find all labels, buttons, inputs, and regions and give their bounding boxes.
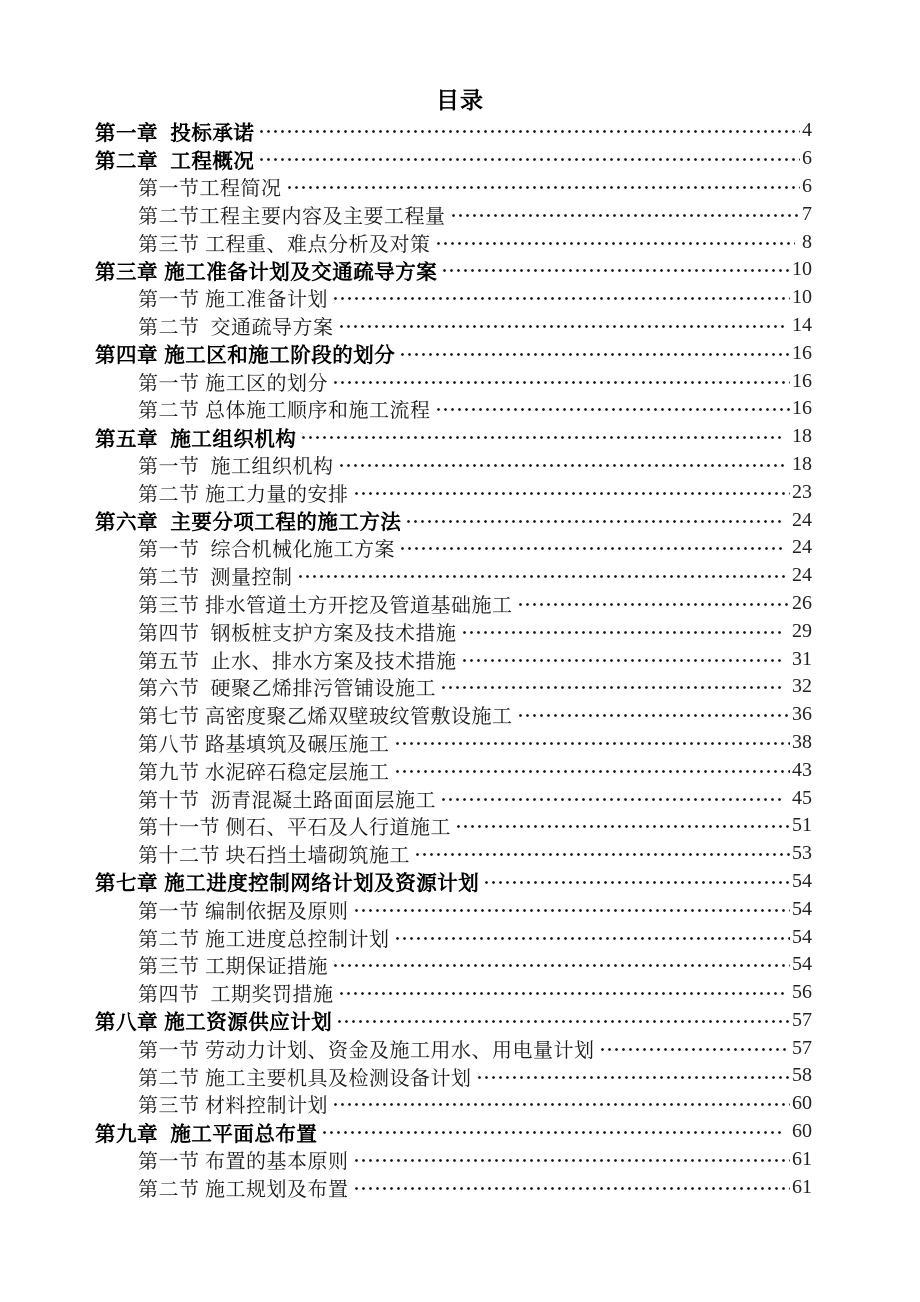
toc-entry-page: 10: [792, 258, 812, 281]
toc-entry-page: 16: [792, 369, 812, 392]
toc-entry-section[interactable]: [95, 1145, 812, 1173]
toc-entry-label: 第一节工程简况: [138, 178, 282, 200]
toc-entry-label: 第三节 排水管道土方开挖及管道基础施工: [138, 594, 513, 617]
toc-entry-page: 43: [792, 758, 812, 781]
toc-entry-page: 10: [792, 286, 812, 309]
toc-entry-label: 第三章 施工准备计划及交通疏导方案: [95, 260, 438, 284]
dot-leader-icon: [394, 923, 791, 951]
dot-leader-icon: [483, 868, 790, 896]
toc-entry-page: 26: [792, 591, 812, 614]
dot-leader-icon: [300, 423, 785, 451]
toc-entry-label: 第三节 工程重、难点分析及对策: [138, 233, 431, 256]
toc-entry-section[interactable]: [95, 756, 812, 784]
toc-entry-label: 第九节 水泥碎石稳定层施工: [138, 761, 390, 784]
toc-entry-label: 第一节 综合机械化施工方案: [138, 539, 395, 562]
toc-entry-label: 第五节 止水、排水方案及技术措施: [138, 650, 457, 673]
toc-entry-label: 第一节 布置的基本原则: [138, 1150, 349, 1173]
toc-entry-page: 45: [787, 786, 812, 809]
toc-entry-label: 第一节 施工准备计划: [138, 289, 328, 312]
dot-leader-icon: [435, 395, 791, 423]
toc-entry-section[interactable]: [95, 200, 812, 228]
toc-entry-section[interactable]: [95, 228, 812, 256]
dot-leader-icon: [440, 673, 785, 701]
toc-entry-label: 第四节 工期奖罚措施: [138, 984, 334, 1007]
toc-entry-page: 57: [792, 1036, 812, 1059]
toc-entry-page: 29: [787, 619, 812, 642]
toc-entry-page: 16: [792, 341, 812, 364]
toc-entry-page: 24: [787, 536, 812, 559]
dot-leader-icon: [435, 228, 796, 256]
dot-leader-icon: [414, 840, 790, 868]
toc-entry-section[interactable]: [95, 617, 812, 645]
toc-entry-page: 61: [792, 1147, 812, 1170]
toc-entry-section[interactable]: [95, 1090, 812, 1118]
toc-entry-label: 第二节 测量控制: [138, 567, 293, 590]
toc-entry-section[interactable]: [95, 590, 812, 618]
toc-entry-section[interactable]: [95, 729, 812, 757]
dot-leader-icon: [450, 200, 801, 228]
toc-entry-page: 54: [792, 953, 812, 976]
toc-entry-label: 第十一节 侧石、平石及人行道施工: [138, 817, 451, 840]
dot-leader-icon: [258, 145, 800, 173]
dot-leader-icon: [297, 562, 786, 590]
toc-entry-chapter[interactable]: [95, 117, 812, 145]
toc-entry-page: 60: [787, 1120, 812, 1143]
dot-leader-icon: [476, 1062, 791, 1090]
toc-entry-page: 24: [787, 508, 812, 531]
toc-entry-section[interactable]: [95, 478, 812, 506]
toc-entry-label: 第一节 施工组织机构: [138, 455, 334, 478]
toc-entry-section[interactable]: [95, 784, 812, 812]
toc-entry-page: 61: [792, 1175, 812, 1198]
toc-entry-chapter[interactable]: [95, 1118, 812, 1146]
toc-entry-label: 第二节 施工进度总控制计划: [138, 928, 390, 951]
toc-entry-page: 16: [792, 397, 812, 420]
toc-entry-page: 56: [787, 981, 812, 1004]
toc-entry-label: 第四节 钢板桩支护方案及技术措施: [138, 622, 457, 645]
toc-entry-label: 第十二节 块石挡土墙砌筑施工: [138, 845, 410, 868]
toc-entry-page: 18: [787, 425, 812, 448]
toc-entry-label: 第三节 工期保证措施: [138, 956, 328, 979]
toc-entry-chapter[interactable]: [95, 868, 812, 896]
toc-entry-section[interactable]: [95, 951, 812, 979]
toc-entry-label: 第五章 施工组织机构: [95, 427, 297, 451]
toc-entry-section[interactable]: [95, 1034, 812, 1062]
dot-leader-icon: [394, 729, 791, 757]
dot-leader-icon: [599, 1034, 791, 1062]
page-title: 目录: [436, 88, 484, 113]
toc-entry-page: 4: [802, 119, 812, 142]
dot-leader-icon: [399, 534, 785, 562]
toc-entry-page: 38: [792, 730, 812, 753]
dot-leader-icon: [338, 451, 786, 479]
toc-entry-page: 6: [802, 174, 812, 197]
dot-leader-icon: [338, 979, 786, 1007]
toc-entry-page: 51: [792, 814, 812, 837]
toc-entry-section[interactable]: [95, 701, 812, 729]
toc-entry-page: 54: [792, 869, 812, 892]
dot-leader-icon: [321, 1118, 785, 1146]
toc-list: [95, 117, 812, 1201]
toc-entry-label: 第一节 劳动力计划、资金及施工用水、用电量计划: [138, 1039, 595, 1062]
dot-leader-icon: [353, 1173, 791, 1201]
toc-entry-page: 36: [792, 703, 812, 726]
toc-entry-label: 第七章 施工进度控制网络计划及资源计划: [95, 872, 480, 896]
toc-entry-section[interactable]: [95, 979, 812, 1007]
toc-entry-label: 第二章 工程概况: [95, 149, 255, 173]
toc-entry-page: 23: [792, 480, 812, 503]
toc-entry-section[interactable]: [95, 923, 812, 951]
toc-entry-section[interactable]: [95, 812, 812, 840]
toc-entry-label: 第二节 施工规划及布置: [138, 1178, 349, 1201]
toc-entry-label: 第四章 施工区和施工阶段的划分: [95, 344, 396, 368]
toc-entry-page: 53: [792, 842, 812, 865]
toc-entry-chapter[interactable]: [95, 145, 812, 173]
dot-leader-icon: [461, 645, 786, 673]
toc-entry-page: 54: [792, 925, 812, 948]
toc-entry-page: 57: [792, 1008, 812, 1031]
dot-leader-icon: [338, 312, 786, 340]
dot-leader-icon: [286, 173, 801, 201]
toc-entry-label: 第二节工程主要内容及主要工程量: [138, 205, 446, 228]
toc-entry-label: 第十节 沥青混凝土路面面层施工: [138, 789, 436, 812]
toc-entry-section[interactable]: [95, 1062, 812, 1090]
toc-entry-label: 第二节 施工主要机具及检测设备计划: [138, 1067, 472, 1090]
dot-leader-icon: [455, 812, 790, 840]
toc-entry-label: 第六章 主要分项工程的施工方法: [95, 511, 402, 535]
toc-entry-label: 第六节 硬聚乙烯排污管铺设施工: [138, 678, 436, 701]
toc-entry-section[interactable]: [95, 284, 812, 312]
dot-leader-icon: [461, 617, 786, 645]
toc-entry-label: 第八章 施工资源供应计划: [95, 1011, 333, 1035]
toc-entry-section[interactable]: [95, 395, 812, 423]
toc-entry-page: 24: [787, 564, 812, 587]
toc-entry-section[interactable]: [95, 534, 812, 562]
dot-leader-icon: [353, 895, 791, 923]
toc-entry-label: 第一节 编制依据及原则: [138, 900, 349, 923]
toc-entry-page: 6: [802, 147, 812, 170]
dot-leader-icon: [353, 1145, 791, 1173]
dot-leader-icon: [394, 756, 791, 784]
toc-entry-page: 14: [787, 313, 812, 336]
toc-entry-chapter[interactable]: [95, 506, 812, 534]
dot-leader-icon: [517, 701, 791, 729]
toc-entry-chapter[interactable]: [95, 339, 812, 367]
toc-entry-section[interactable]: [95, 1173, 812, 1201]
toc-entry-label: 第二节 交通疏导方案: [138, 316, 334, 339]
dot-leader-icon: [353, 478, 791, 506]
dot-leader-icon: [441, 256, 790, 284]
dot-leader-icon: [399, 339, 790, 367]
dot-leader-icon: [405, 506, 785, 534]
dot-leader-icon: [440, 784, 785, 812]
toc-entry-label: 第九章 施工平面总布置: [95, 1122, 318, 1146]
toc-entry-label: 第三节 材料控制计划: [138, 1095, 328, 1118]
toc-entry-section[interactable]: [95, 840, 812, 868]
dot-leader-icon: [517, 590, 791, 618]
toc-entry-section[interactable]: [95, 895, 812, 923]
dot-leader-icon: [332, 284, 790, 312]
toc-entry-label: 第七节 高密度聚乙烯双壁玻纹管敷设施工: [138, 706, 513, 729]
toc-entry-chapter[interactable]: [95, 256, 812, 284]
toc-entry-page: 8: [797, 230, 812, 253]
dot-leader-icon: [336, 1007, 790, 1035]
toc-entry-label: 第八节 路基填筑及碾压施工: [138, 733, 390, 756]
toc-entry-section[interactable]: [95, 562, 812, 590]
toc-entry-chapter[interactable]: [95, 423, 812, 451]
toc-entry-section[interactable]: [95, 312, 812, 340]
toc-entry-page: 54: [792, 897, 812, 920]
toc-entry-section[interactable]: [95, 173, 812, 201]
toc-entry-section[interactable]: [95, 673, 812, 701]
toc-entry-section[interactable]: [95, 645, 812, 673]
dot-leader-icon: [258, 117, 800, 145]
toc-entry-page: 60: [792, 1092, 812, 1115]
toc-entry-page: 18: [787, 452, 812, 475]
toc-entry-page: 7: [802, 202, 812, 225]
dot-leader-icon: [332, 951, 790, 979]
toc-entry-section[interactable]: [95, 451, 812, 479]
toc-entry-page: 58: [792, 1064, 812, 1087]
toc-entry-label: 第二节 总体施工顺序和施工流程: [138, 400, 431, 423]
toc-entry-label: 第一章 投标承诺: [95, 121, 255, 145]
dot-leader-icon: [332, 367, 790, 395]
toc-entry-page: 32: [787, 675, 812, 698]
toc-entry-label: 第一节 施工区的划分: [138, 372, 328, 395]
toc-entry-chapter[interactable]: [95, 1007, 812, 1035]
toc-entry-page: 31: [787, 647, 812, 670]
dot-leader-icon: [332, 1090, 790, 1118]
toc-entry-label: 第二节 施工力量的安排: [138, 483, 349, 506]
toc-entry-section[interactable]: [95, 367, 812, 395]
